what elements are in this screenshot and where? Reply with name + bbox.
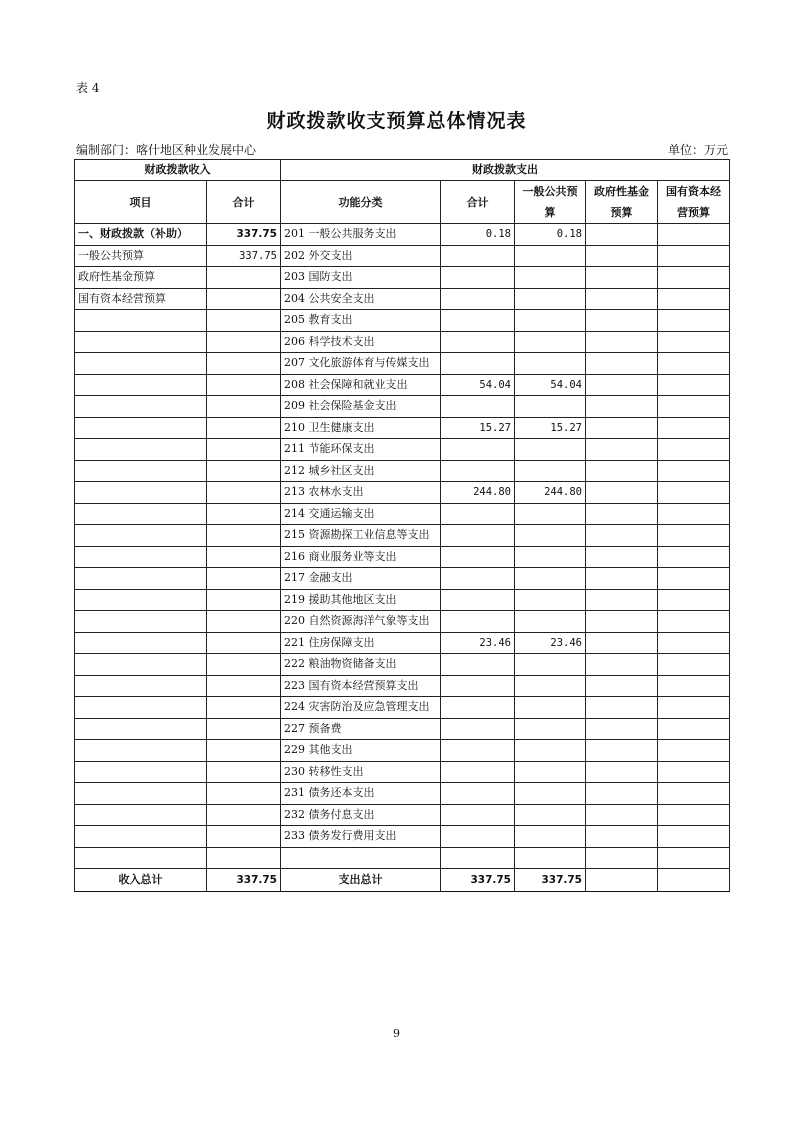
table-row xyxy=(75,310,730,332)
table-row xyxy=(75,654,730,676)
state-capital-cell xyxy=(658,654,730,676)
state-capital-cell xyxy=(658,310,730,332)
table-row xyxy=(75,589,730,611)
general-budget-cell xyxy=(515,568,586,590)
expense-total-cell xyxy=(441,589,515,611)
meta-row xyxy=(76,141,728,158)
expense-total-cell xyxy=(441,611,515,633)
gov-fund-cell xyxy=(586,503,658,525)
general-budget-cell: 54.04 xyxy=(515,374,586,396)
income-amount-cell xyxy=(207,697,281,719)
function-class-cell: 220 自然资源海洋气象等支出 xyxy=(281,611,441,633)
general-budget-cell xyxy=(515,245,586,267)
income-total-amount: 337.75 xyxy=(207,869,281,892)
item-cell xyxy=(75,847,207,869)
function-class-cell: 232 债务付息支出 xyxy=(281,804,441,826)
item-cell xyxy=(75,611,207,633)
function-class-cell: 214 交通运输支出 xyxy=(281,503,441,525)
general-budget-cell: 15.27 xyxy=(515,417,586,439)
item-cell xyxy=(75,761,207,783)
item-cell xyxy=(75,804,207,826)
item-header: 项目 xyxy=(75,181,207,224)
page-title: 财政拨款收支预算总体情况表 xyxy=(266,110,527,132)
item-cell xyxy=(75,675,207,697)
gov-fund-cell xyxy=(586,245,658,267)
general-budget-cell xyxy=(515,654,586,676)
function-class-cell: 213 农林水支出 xyxy=(281,482,441,504)
state-capital-cell xyxy=(658,847,730,869)
gov-fund-cell xyxy=(586,525,658,547)
function-class-cell: 209 社会保险基金支出 xyxy=(281,396,441,418)
state-capital-cell xyxy=(658,482,730,504)
item-cell xyxy=(75,310,207,332)
general-budget-cell xyxy=(515,675,586,697)
state-capital-cell xyxy=(658,288,730,310)
income-amount-cell xyxy=(207,826,281,848)
income-amount-cell xyxy=(207,503,281,525)
income-amount-cell xyxy=(207,804,281,826)
table-row xyxy=(75,288,730,310)
gov-fund-cell xyxy=(586,460,658,482)
gov-fund-cell xyxy=(586,267,658,289)
income-amount-cell xyxy=(207,331,281,353)
expense-total-cell xyxy=(441,697,515,719)
gov-fund-cell xyxy=(586,224,658,246)
general-budget-cell: 0.18 xyxy=(515,224,586,246)
general-budget-cell xyxy=(515,439,586,461)
state-capital-cell xyxy=(658,632,730,654)
state-capital-cell xyxy=(658,611,730,633)
table-row xyxy=(75,482,730,504)
income-amount-cell: 337.75 xyxy=(207,245,281,267)
header-row xyxy=(75,181,730,224)
gov-fund-cell xyxy=(586,374,658,396)
table-row xyxy=(75,847,730,869)
item-cell xyxy=(75,568,207,590)
function-class-cell: 212 城乡社区支出 xyxy=(281,460,441,482)
expense-general-amount: 337.75 xyxy=(515,869,586,892)
income-amount-cell xyxy=(207,267,281,289)
expense-fund-amount xyxy=(586,869,658,892)
general-budget-cell xyxy=(515,718,586,740)
expense-total-cell xyxy=(441,568,515,590)
state-capital-cell xyxy=(658,224,730,246)
table-row xyxy=(75,761,730,783)
expense-total-cell: 244.80 xyxy=(441,482,515,504)
table-row xyxy=(75,740,730,762)
item-cell: 一、财政拨款（补助） xyxy=(75,224,207,246)
expense-total-cell xyxy=(441,847,515,869)
state-capital-cell xyxy=(658,740,730,762)
item-cell: 一般公共预算 xyxy=(75,245,207,267)
expense-group-header: 财政拨款支出 xyxy=(281,160,730,181)
function-class-cell: 207 文化旅游体育与传媒支出 xyxy=(281,353,441,375)
expense-total-cell xyxy=(441,761,515,783)
expense-total-cell: 54.04 xyxy=(441,374,515,396)
item-cell xyxy=(75,331,207,353)
function-class-cell: 233 债务发行费用支出 xyxy=(281,826,441,848)
income-total-label: 收入总计 xyxy=(75,869,207,892)
income-amount-cell xyxy=(207,482,281,504)
function-class-cell: 222 粮油物资储备支出 xyxy=(281,654,441,676)
table-row xyxy=(75,267,730,289)
gov-fund-cell xyxy=(586,632,658,654)
function-class-cell: 231 债务还本支出 xyxy=(281,783,441,805)
table-row xyxy=(75,525,730,547)
item-cell xyxy=(75,697,207,719)
function-class-cell: 223 国有资本经营预算支出 xyxy=(281,675,441,697)
function-class-cell: 204 公共安全支出 xyxy=(281,288,441,310)
gov-fund-cell xyxy=(586,310,658,332)
table-row xyxy=(75,396,730,418)
state-capital-cell xyxy=(658,804,730,826)
item-cell xyxy=(75,503,207,525)
income-amount-cell xyxy=(207,460,281,482)
state-capital-cell xyxy=(658,245,730,267)
state-capital-cell xyxy=(658,267,730,289)
general-budget-cell xyxy=(515,783,586,805)
expense-total-cell xyxy=(441,245,515,267)
item-cell xyxy=(75,589,207,611)
state-capital-cell xyxy=(658,331,730,353)
org-label: 编制部门：喀什地区种业发展中心 xyxy=(76,143,257,157)
item-cell xyxy=(75,826,207,848)
function-class-cell: 227 预备费 xyxy=(281,718,441,740)
expense-total-header: 合计 xyxy=(441,181,515,224)
gov-fund-cell xyxy=(586,718,658,740)
gov-fund-cell xyxy=(586,697,658,719)
gov-fund-cell xyxy=(586,740,658,762)
general-budget-cell xyxy=(515,460,586,482)
expense-total-cell: 0.18 xyxy=(441,224,515,246)
state-capital-cell xyxy=(658,439,730,461)
income-amount-cell xyxy=(207,396,281,418)
table-row xyxy=(75,224,730,246)
table-row xyxy=(75,697,730,719)
item-cell xyxy=(75,374,207,396)
table-row xyxy=(75,568,730,590)
income-amount-cell xyxy=(207,417,281,439)
state-capital-cell xyxy=(658,761,730,783)
table-row xyxy=(75,783,730,805)
general-budget-cell xyxy=(515,761,586,783)
gov-fund-cell xyxy=(586,417,658,439)
function-class-cell: 203 国防支出 xyxy=(281,267,441,289)
gov-fund-cell xyxy=(586,331,658,353)
state-capital-cell xyxy=(658,826,730,848)
item-cell xyxy=(75,439,207,461)
state-capital-cell xyxy=(658,417,730,439)
general-budget-cell xyxy=(515,847,586,869)
expense-total-cell xyxy=(441,288,515,310)
gov-fund-cell xyxy=(586,546,658,568)
table-number: 表 4 xyxy=(76,81,100,95)
budget-table xyxy=(74,159,730,892)
expense-total-label: 支出总计 xyxy=(281,869,441,892)
state-capital-cell xyxy=(658,589,730,611)
expense-total-cell xyxy=(441,675,515,697)
expense-total-cell xyxy=(441,783,515,805)
income-amount-cell xyxy=(207,288,281,310)
state-capital-header: 国有资本经营预算 xyxy=(658,181,730,224)
table-row xyxy=(75,417,730,439)
general-budget-cell xyxy=(515,396,586,418)
gov-fund-cell xyxy=(586,589,658,611)
table-row xyxy=(75,804,730,826)
income-amount-cell xyxy=(207,675,281,697)
general-budget-cell xyxy=(515,503,586,525)
table-row xyxy=(75,503,730,525)
item-cell xyxy=(75,783,207,805)
general-budget-cell xyxy=(515,740,586,762)
expense-total-cell xyxy=(441,267,515,289)
expense-total-cell xyxy=(441,396,515,418)
table-row xyxy=(75,826,730,848)
function-class-cell: 208 社会保障和就业支出 xyxy=(281,374,441,396)
function-class-cell xyxy=(281,847,441,869)
income-amount-cell xyxy=(207,654,281,676)
state-capital-cell xyxy=(658,783,730,805)
general-budget-cell: 23.46 xyxy=(515,632,586,654)
table-row xyxy=(75,675,730,697)
expense-total-cell xyxy=(441,460,515,482)
expense-total-cell xyxy=(441,353,515,375)
page-number: 9 xyxy=(393,1027,400,1040)
expense-total-cell xyxy=(441,439,515,461)
function-class-cell: 230 转移性支出 xyxy=(281,761,441,783)
item-cell xyxy=(75,525,207,547)
expense-total-cell xyxy=(441,503,515,525)
unit-label: 单位：万元 xyxy=(667,143,728,157)
general-budget-cell xyxy=(515,826,586,848)
income-group-header: 财政拨款收入 xyxy=(75,160,281,181)
item-cell: 国有资本经营预算 xyxy=(75,288,207,310)
expense-total-cell xyxy=(441,310,515,332)
state-capital-cell xyxy=(658,525,730,547)
income-amount-cell xyxy=(207,611,281,633)
general-budget-cell xyxy=(515,331,586,353)
gov-fund-cell xyxy=(586,353,658,375)
item-cell xyxy=(75,460,207,482)
gov-fund-header: 政府性基金预算 xyxy=(586,181,658,224)
general-budget-cell xyxy=(515,697,586,719)
income-amount-cell xyxy=(207,353,281,375)
state-capital-cell xyxy=(658,546,730,568)
general-budget-cell xyxy=(515,353,586,375)
table-row xyxy=(75,353,730,375)
function-class-header: 功能分类 xyxy=(281,181,441,224)
item-cell xyxy=(75,718,207,740)
expense-total-cell xyxy=(441,804,515,826)
expense-total-cell xyxy=(441,331,515,353)
income-amount-cell xyxy=(207,847,281,869)
table-row xyxy=(75,546,730,568)
function-class-cell: 224 灾害防治及应急管理支出 xyxy=(281,697,441,719)
expense-total-cell xyxy=(441,654,515,676)
table-row xyxy=(75,331,730,353)
expense-capital-amount xyxy=(658,869,730,892)
function-class-cell: 206 科学技术支出 xyxy=(281,331,441,353)
totals-row xyxy=(75,869,730,892)
header-group-row xyxy=(75,160,730,181)
table-row xyxy=(75,374,730,396)
expense-total-amount: 337.75 xyxy=(441,869,515,892)
general-budget-cell xyxy=(515,611,586,633)
general-budget-cell: 244.80 xyxy=(515,482,586,504)
item-cell xyxy=(75,482,207,504)
state-capital-cell xyxy=(658,568,730,590)
state-capital-cell xyxy=(658,718,730,740)
item-cell: 政府性基金预算 xyxy=(75,267,207,289)
general-budget-cell xyxy=(515,525,586,547)
income-amount-cell xyxy=(207,374,281,396)
income-amount-cell xyxy=(207,632,281,654)
function-class-cell: 217 金融支出 xyxy=(281,568,441,590)
item-cell xyxy=(75,632,207,654)
expense-total-cell xyxy=(441,546,515,568)
gov-fund-cell xyxy=(586,396,658,418)
gov-fund-cell xyxy=(586,783,658,805)
expense-total-cell xyxy=(441,740,515,762)
item-cell xyxy=(75,654,207,676)
function-class-cell: 219 援助其他地区支出 xyxy=(281,589,441,611)
state-capital-cell xyxy=(658,353,730,375)
function-class-cell: 205 教育支出 xyxy=(281,310,441,332)
expense-total-cell xyxy=(441,718,515,740)
expense-total-cell: 15.27 xyxy=(441,417,515,439)
item-cell xyxy=(75,546,207,568)
gov-fund-cell xyxy=(586,826,658,848)
function-class-cell: 202 外交支出 xyxy=(281,245,441,267)
state-capital-cell xyxy=(658,675,730,697)
income-amount-cell xyxy=(207,525,281,547)
income-amount-cell xyxy=(207,589,281,611)
income-amount-cell xyxy=(207,783,281,805)
general-budget-cell xyxy=(515,804,586,826)
income-amount-cell xyxy=(207,546,281,568)
function-class-cell: 211 节能环保支出 xyxy=(281,439,441,461)
gov-fund-cell xyxy=(586,675,658,697)
item-cell xyxy=(75,740,207,762)
income-amount-cell xyxy=(207,439,281,461)
gov-fund-cell xyxy=(586,439,658,461)
table-row xyxy=(75,439,730,461)
table-row xyxy=(75,611,730,633)
gov-fund-cell xyxy=(586,804,658,826)
expense-total-cell xyxy=(441,525,515,547)
expense-total-cell: 23.46 xyxy=(441,632,515,654)
income-amount-cell xyxy=(207,310,281,332)
item-cell xyxy=(75,417,207,439)
gov-fund-cell xyxy=(586,654,658,676)
state-capital-cell xyxy=(658,697,730,719)
state-capital-cell xyxy=(658,374,730,396)
gov-fund-cell xyxy=(586,482,658,504)
general-budget-header: 一般公共预算 xyxy=(515,181,586,224)
general-budget-cell xyxy=(515,288,586,310)
gov-fund-cell xyxy=(586,288,658,310)
table-row xyxy=(75,718,730,740)
gov-fund-cell xyxy=(586,611,658,633)
income-amount-cell xyxy=(207,740,281,762)
income-total-header: 合计 xyxy=(207,181,281,224)
income-amount-cell xyxy=(207,761,281,783)
function-class-cell: 210 卫生健康支出 xyxy=(281,417,441,439)
item-cell xyxy=(75,396,207,418)
state-capital-cell xyxy=(658,503,730,525)
income-amount-cell: 337.75 xyxy=(207,224,281,246)
gov-fund-cell xyxy=(586,761,658,783)
function-class-cell: 215 资源勘探工业信息等支出 xyxy=(281,525,441,547)
general-budget-cell xyxy=(515,267,586,289)
expense-total-cell xyxy=(441,826,515,848)
income-amount-cell xyxy=(207,568,281,590)
table-row xyxy=(75,632,730,654)
gov-fund-cell xyxy=(586,568,658,590)
general-budget-cell xyxy=(515,589,586,611)
function-class-cell: 221 住房保障支出 xyxy=(281,632,441,654)
state-capital-cell xyxy=(658,460,730,482)
general-budget-cell xyxy=(515,546,586,568)
table-row xyxy=(75,460,730,482)
income-amount-cell xyxy=(207,718,281,740)
item-cell xyxy=(75,353,207,375)
general-budget-cell xyxy=(515,310,586,332)
function-class-cell: 229 其他支出 xyxy=(281,740,441,762)
state-capital-cell xyxy=(658,396,730,418)
gov-fund-cell xyxy=(586,847,658,869)
function-class-cell: 216 商业服务业等支出 xyxy=(281,546,441,568)
table-row xyxy=(75,245,730,267)
function-class-cell: 201 一般公共服务支出 xyxy=(281,224,441,246)
